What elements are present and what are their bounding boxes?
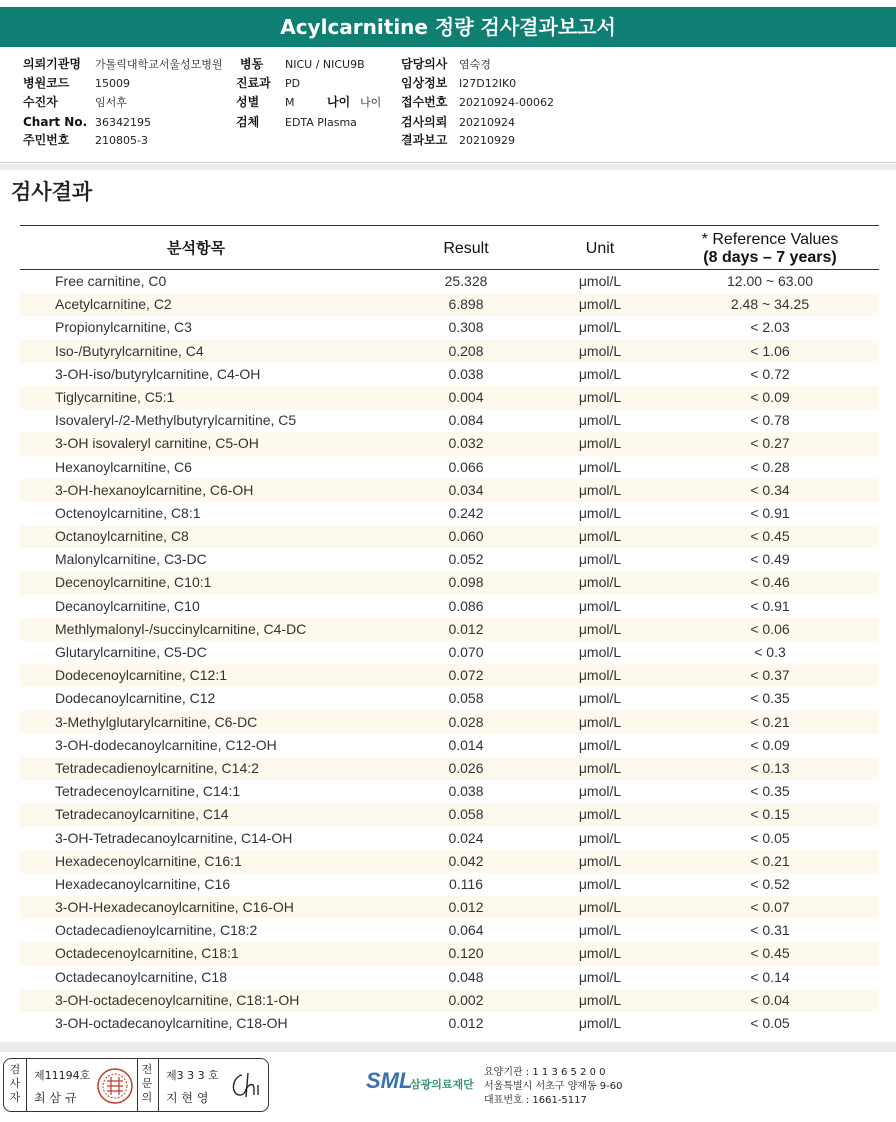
table-row [20,942,879,965]
reference-value: 2.48 ~ 34.25 [730,296,810,313]
result-value: 0.012 [448,620,484,637]
divider-band [0,164,896,170]
reference-value: 12.00 ~ 63.00 [726,273,814,289]
reference-value: < 0.35 [750,690,790,707]
result-value: 6.898 [448,296,484,313]
unit-value: μmol/L [578,829,622,846]
sex-label: 성별 [236,95,260,109]
analyte-name: Isovaleryl-/2-Methylbutyrylcarnitine, C5 [55,412,297,429]
reference-value: < 0.72 [750,365,790,382]
unit-value: μmol/L [578,481,622,498]
reference-value: < 0.78 [750,412,790,429]
reference-value: < 2.03 [750,319,790,336]
table-row [20,989,879,1012]
unit-value: μmol/L [578,945,622,962]
result-value: 0.058 [448,806,484,823]
result-value: 0.038 [448,783,484,800]
unit-value: μmol/L [578,806,622,823]
report-label: 결과보고 [401,133,448,147]
result-value: 0.084 [448,412,484,429]
analyte-name: Tiglycarnitine, C5:1 [55,388,175,405]
reference-value: < 0.31 [750,922,790,939]
tester-number: 제11194호 [34,1069,91,1082]
reference-value: < 0.13 [750,759,790,776]
tester-label: 검사자 [9,1063,21,1104]
unit-value: μmol/L [578,899,622,916]
result-value: 0.120 [448,945,484,962]
unit-value: μmol/L [578,852,622,869]
analyte-name: 3-OH-Hexadecanoylcarnitine, C16-OH [55,899,294,916]
info-row-2 [0,74,896,93]
resident-label: 주민번호 [23,133,70,147]
subject-label: 수진자 [23,95,58,109]
unit-value: μmol/L [578,713,622,730]
tester-name: 최 삼 규 [34,1091,77,1105]
unit-value: μmol/L [578,759,622,776]
reference-value: < 0.28 [750,458,790,475]
unit-value: μmol/L [578,435,622,452]
unit-value: μmol/L [578,644,622,660]
table-row [20,316,879,339]
logo-name: 삼광의료재단 [410,1078,474,1091]
analyte-name: Octadecadienoylcarnitine, C18:2 [55,922,258,939]
analyte-name: Octadecanoylcarnitine, C18 [55,968,227,985]
result-value: 0.012 [448,899,484,916]
analyte-name: Decanoylcarnitine, C10 [55,597,200,614]
analyte-name: 3-Methylglutarylcarnitine, C6-DC [55,713,258,730]
reference-value: < 0.21 [750,852,790,869]
unit-value: μmol/L [578,736,622,753]
reference-value: < 0.21 [750,713,790,730]
analyte-name: Dodecenoylcarnitine, C12:1 [55,667,227,684]
result-value: 0.098 [448,574,484,591]
table-row [20,456,879,479]
analyte-name: 3-OH-octadecenoylcarnitine, C18:1-OH [55,991,300,1008]
unit-value: μmol/L [578,597,622,614]
reference-value: < 0.27 [750,435,790,452]
table-row [20,502,879,525]
analyte-name: 3-OH-dodecanoylcarnitine, C12-OH [55,736,277,753]
result-value: 25.328 [444,273,488,289]
institution-value: 가톨릭대학교서울성모병원 [95,58,223,71]
reference-value: < 0.05 [750,829,790,846]
analyte-name: Hexadecanoylcarnitine, C16 [55,875,231,892]
reference-value: < 0.91 [750,504,790,521]
analyte-name: Octenoylcarnitine, C8:1 [55,504,201,521]
resident-value: 210805-3 [95,134,148,147]
analyte-name: Octadecenoylcarnitine, C18:1 [55,945,239,962]
analyte-name: Propionylcarnitine, C3 [55,319,192,336]
chart-label: Chart No. [23,115,88,129]
table-row [20,571,879,594]
result-value: 0.308 [448,319,484,336]
result-value: 0.004 [448,388,484,405]
result-value: 0.242 [448,504,484,521]
reference-value: < 0.15 [750,806,790,823]
analyte-name: Octanoylcarnitine, C8 [55,528,189,545]
doctor-value: 염숙경 [459,58,491,71]
table-row [20,409,879,432]
unit-value: μmol/L [578,574,622,591]
report-title: Acylcarnitine 정량 검사결과보고서 [0,7,896,47]
result-value: 0.034 [448,481,484,498]
separator [26,1059,27,1111]
unit-value: μmol/L [578,365,622,382]
reference-value: < 0.14 [750,968,790,985]
reference-value: < 0.45 [750,945,790,962]
institution-address [484,1066,623,1108]
seal-stamp-icon [96,1067,134,1105]
header-result: Result [443,240,489,257]
result-value: 0.026 [448,759,484,776]
reference-value: < 0.52 [750,875,790,892]
table-row [20,850,879,873]
ward-label: 병동 [240,57,264,71]
table-row [20,919,879,942]
table-row [20,896,879,919]
table-row [20,293,879,316]
subject-value: 임서후 [95,96,127,109]
request-value: 20210924 [459,116,515,129]
specialist-name: 지 현 영 [166,1091,209,1105]
reference-value: < 0.09 [750,388,790,405]
specialist-label: 전문의 [141,1063,153,1104]
result-value: 0.042 [448,852,484,869]
unit-value: μmol/L [578,620,622,637]
address-line-3: 대표번호 : 1661-5117 [484,1095,587,1106]
sex-value: M [285,96,295,109]
institution-label: 의뢰기관명 [23,57,81,71]
separator [137,1059,138,1111]
unit-value: μmol/L [578,342,622,359]
unit-value: μmol/L [578,783,622,800]
signature-box [3,1058,269,1112]
reference-value: < 0.04 [750,991,790,1008]
result-value: 0.058 [448,690,484,707]
table-row [20,340,879,363]
results-header [20,225,879,270]
unit-value: μmol/L [578,667,622,684]
info-row-5 [0,131,896,150]
analyte-name: Glutarylcarnitine, C5-DC [55,644,207,660]
table-row [20,966,879,989]
clinical-label: 임상정보 [401,76,448,90]
chart-value: 36342195 [95,116,151,129]
section-title: 검사결과 [11,180,93,204]
unit-value: μmol/L [578,412,622,429]
patient-info-panel [0,50,896,163]
unit-value: μmol/L [578,273,622,289]
analyte-name: Malonylcarnitine, C3-DC [55,551,207,568]
result-value: 0.052 [448,551,484,568]
result-value: 0.208 [448,342,484,359]
table-row [20,711,879,734]
unit-value: μmol/L [578,922,622,939]
reference-value: < 0.45 [750,528,790,545]
analyte-name: Tetradecadienoylcarnitine, C14:2 [55,759,259,776]
analyte-name: Methlymalonyl-/succinylcarnitine, C4-DC [55,620,307,637]
header-reference-line2: (8 days – 7 years) [703,249,837,266]
reference-value: < 0.3 [754,644,786,660]
dept-value: PD [285,77,301,90]
analyte-name: 3-OH isovaleryl carnitine, C5-OH [55,435,259,452]
analyte-name: Tetradecanoylcarnitine, C14 [55,806,229,823]
table-row [20,525,879,548]
table-row [20,780,879,803]
result-value: 0.066 [448,458,484,475]
analyte-name: 3-OH-octadecanoylcarnitine, C18-OH [55,1015,288,1031]
result-value: 0.032 [448,435,484,452]
info-row-1 [0,55,896,74]
analyte-name: Decenoylcarnitine, C10:1 [55,574,212,591]
header-reference-line1: * Reference Values [701,231,839,248]
result-value: 0.086 [448,597,484,614]
table-row [20,363,879,386]
address-line-1: 요양기관 : 1 1 3 6 5 2 0 0 [484,1067,606,1078]
analyte-name: Hexadecenoylcarnitine, C16:1 [55,852,242,869]
logo-letters: SML [366,1068,413,1093]
table-row [20,687,879,710]
specimen-value: EDTA Plasma [285,116,357,129]
result-value: 0.038 [448,365,484,382]
table-row [20,595,879,618]
table-row [20,873,879,896]
unit-value: μmol/L [578,458,622,475]
table-row [20,827,879,850]
info-row-3 [0,93,896,112]
unit-value: μmol/L [578,528,622,545]
analyte-name: 3-OH-hexanoylcarnitine, C6-OH [55,481,254,498]
header-unit: Unit [585,240,615,257]
ward-value: NICU / NICU9B [285,58,365,71]
sml-logo [366,1068,474,1094]
result-value: 0.070 [448,644,484,660]
result-value: 0.002 [448,991,484,1008]
result-value: 0.024 [448,829,484,846]
report-value: 20210929 [459,134,515,147]
table-row [20,664,879,687]
separator [158,1059,159,1111]
handwritten-signature-icon [226,1067,264,1103]
reference-value: < 0.49 [750,551,790,568]
info-row-4 [0,113,896,132]
reference-value: < 0.05 [750,1015,790,1031]
reference-value: < 0.07 [750,899,790,916]
unit-value: μmol/L [578,388,622,405]
analyte-name: 3-OH-iso/butyrylcarnitine, C4-OH [55,365,261,382]
reference-value: < 0.34 [750,481,790,498]
specimen-label: 검체 [236,115,260,129]
unit-value: μmol/L [578,875,622,892]
analyte-name: Hexanoylcarnitine, C6 [55,458,192,475]
unit-value: μmol/L [578,1015,622,1031]
result-value: 0.060 [448,528,484,545]
results-table [20,225,879,1035]
doctor-label: 담당의사 [401,57,448,71]
reference-value: < 0.35 [750,783,790,800]
table-row [20,432,879,455]
request-label: 검사의뢰 [401,115,448,129]
table-row [20,479,879,502]
table-row [20,618,879,641]
table-row [20,757,879,780]
analyte-name: Free carnitine, C0 [55,273,167,289]
reference-value: < 0.06 [750,620,790,637]
result-value: 0.072 [448,667,484,684]
age-label: 나이 [327,95,351,109]
reference-value: < 0.91 [750,597,790,614]
table-row [20,734,879,757]
reference-value: < 0.37 [750,667,790,684]
table-row [20,386,879,409]
analyte-name: Acetylcarnitine, C2 [55,296,172,313]
hospital-code-label: 병원코드 [23,76,70,90]
receipt-label: 접수번호 [401,95,448,109]
result-value: 0.012 [448,1015,484,1031]
footer-divider-band [0,1042,896,1052]
address-line-2: 서울특별시 서초구 양재동 9-60 [484,1081,623,1092]
analyte-name: 3-OH-Tetradecanoylcarnitine, C14-OH [55,829,293,846]
header-reference [660,231,880,267]
dept-label: 진료과 [236,76,271,90]
unit-value: μmol/L [578,991,622,1008]
reference-value: < 1.06 [750,342,790,359]
receipt-value: 20210924-00062 [459,96,554,109]
analyte-name: Dodecanoylcarnitine, C12 [55,690,216,707]
analyte-name: Tetradecenoylcarnitine, C14:1 [55,783,241,800]
unit-value: μmol/L [578,504,622,521]
result-value: 0.064 [448,922,484,939]
result-value: 0.048 [448,968,484,985]
unit-value: μmol/L [578,551,622,568]
unit-value: μmol/L [578,319,622,336]
results-body [20,270,879,1035]
clinical-value: I27D12IK0 [459,77,517,90]
unit-value: μmol/L [578,690,622,707]
table-row [20,270,879,293]
reference-value: < 0.46 [750,574,790,591]
specialist-number: 제3 3 3 호 [166,1069,219,1082]
analyte-name: Iso-/Butyrylcarnitine, C4 [55,342,204,359]
unit-value: μmol/L [578,296,622,313]
table-row [20,641,879,664]
table-row [20,1012,879,1035]
hospital-code-value: 15009 [95,77,130,90]
unit-value: μmol/L [578,968,622,985]
table-row [20,548,879,571]
result-value: 0.028 [448,713,484,730]
table-row [20,803,879,826]
reference-value: < 0.09 [750,736,790,753]
result-value: 0.014 [448,736,484,753]
result-value: 0.116 [449,875,483,892]
age-value: 나이 [360,96,382,109]
header-item: 분석항목 [167,239,225,257]
